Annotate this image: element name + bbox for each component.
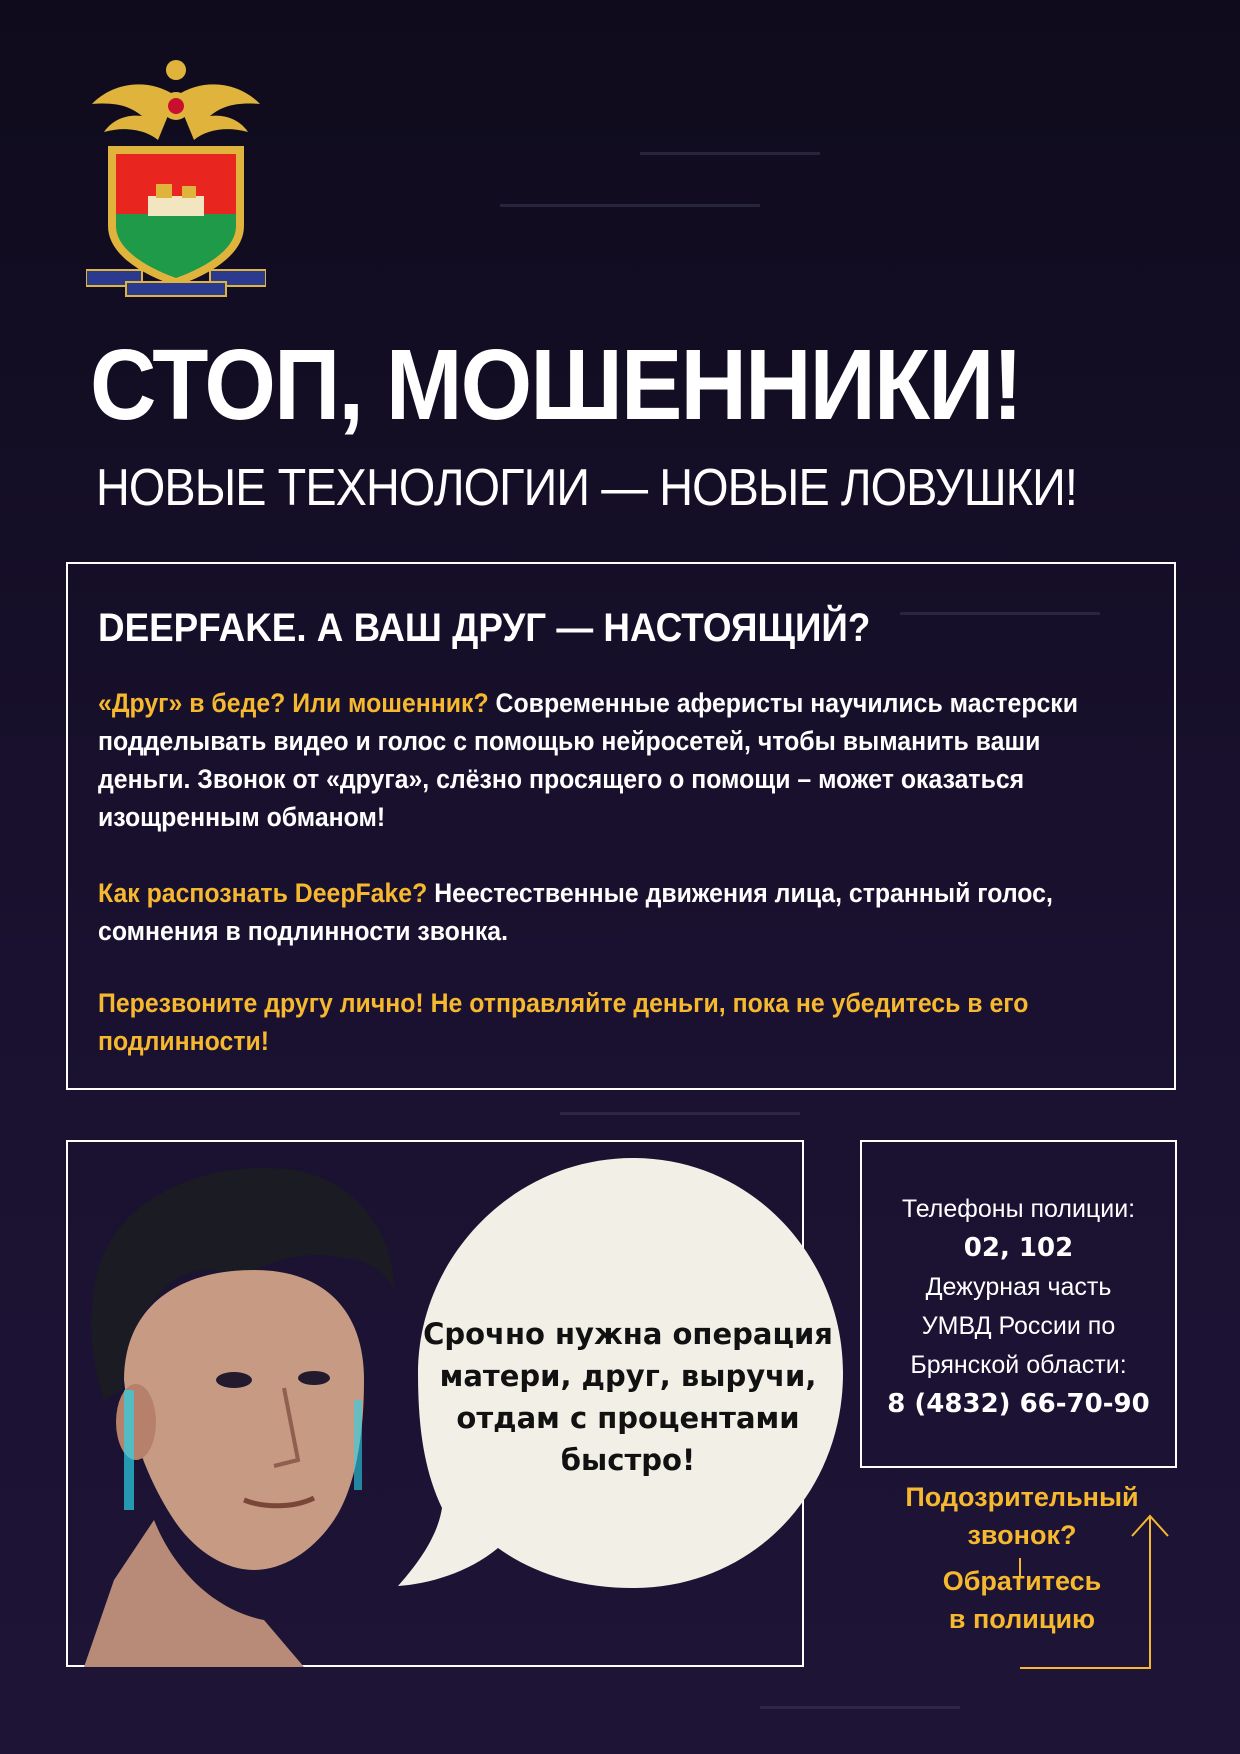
- arrow-up-icon: [1010, 1508, 1180, 1673]
- duty-line-3: Брянской области:: [910, 1351, 1127, 1379]
- police-contacts: [862, 1190, 1175, 1424]
- glitch-line: [640, 152, 820, 155]
- contacts-label: Телефоны полиции:: [901, 1195, 1136, 1223]
- glitch-line: [560, 1112, 800, 1115]
- note-line-3: Обратитесь: [942, 1566, 1102, 1596]
- police-emblem: [86, 36, 266, 298]
- info-paragraph-3: Перезвоните другу лично! Не отправляйте деньги, пока не убедитесь в его подлинности!: [98, 988, 1029, 1056]
- note-line-1: Подозрительный: [905, 1482, 1139, 1512]
- emergency-numbers: 02, 102: [963, 1233, 1074, 1263]
- note-line-4: в полицию: [948, 1604, 1096, 1634]
- glitch-line: [500, 204, 760, 207]
- info-p1-text: Современные аферисты научились мастерски подделывать видео и голос с помощью нейросетей, чтобы выманить ваши деньги. Звонок от «друга», слёзно просящего о помощи – может оказаться изощренным обманом!: [98, 688, 1079, 832]
- info-p1-highlight: «Друг» в беде? Или мошенник?: [98, 688, 489, 718]
- page-subtitle: НОВЫЕ ТЕХНОЛОГИИ — НОВЫЕ ЛОВУШКИ!: [96, 459, 1077, 517]
- info-paragraph-1: [98, 684, 1128, 836]
- note-line-2: звонок?: [967, 1520, 1077, 1550]
- duty-line-1: Дежурная часть: [925, 1273, 1112, 1301]
- page-title: СТОП, МОШЕННИКИ!: [90, 329, 1022, 441]
- speech-bubble-text: Срочно нужна операция матери, друг, выручи, отдам с процентами быстро!: [423, 1317, 833, 1477]
- deepfake-face-illustration: [64, 1140, 454, 1667]
- info-p2-text: Неестественные движения лица, странный голос, сомнения в подлинности звонка.: [98, 878, 1053, 946]
- info-heading: DEEPFAKE. А ВАШ ДРУГ — НАСТОЯЩИЙ?: [98, 606, 871, 650]
- duty-phone: 8 (4832) 66-70-90: [887, 1389, 1150, 1419]
- duty-line-2: УМВД России по: [921, 1312, 1116, 1340]
- info-p2-highlight: Как распознать DeepFake?: [98, 878, 428, 908]
- deepfake-info-box: [66, 562, 1176, 1090]
- glitch-line: [760, 1706, 960, 1709]
- info-paragraph-2: [98, 874, 1128, 950]
